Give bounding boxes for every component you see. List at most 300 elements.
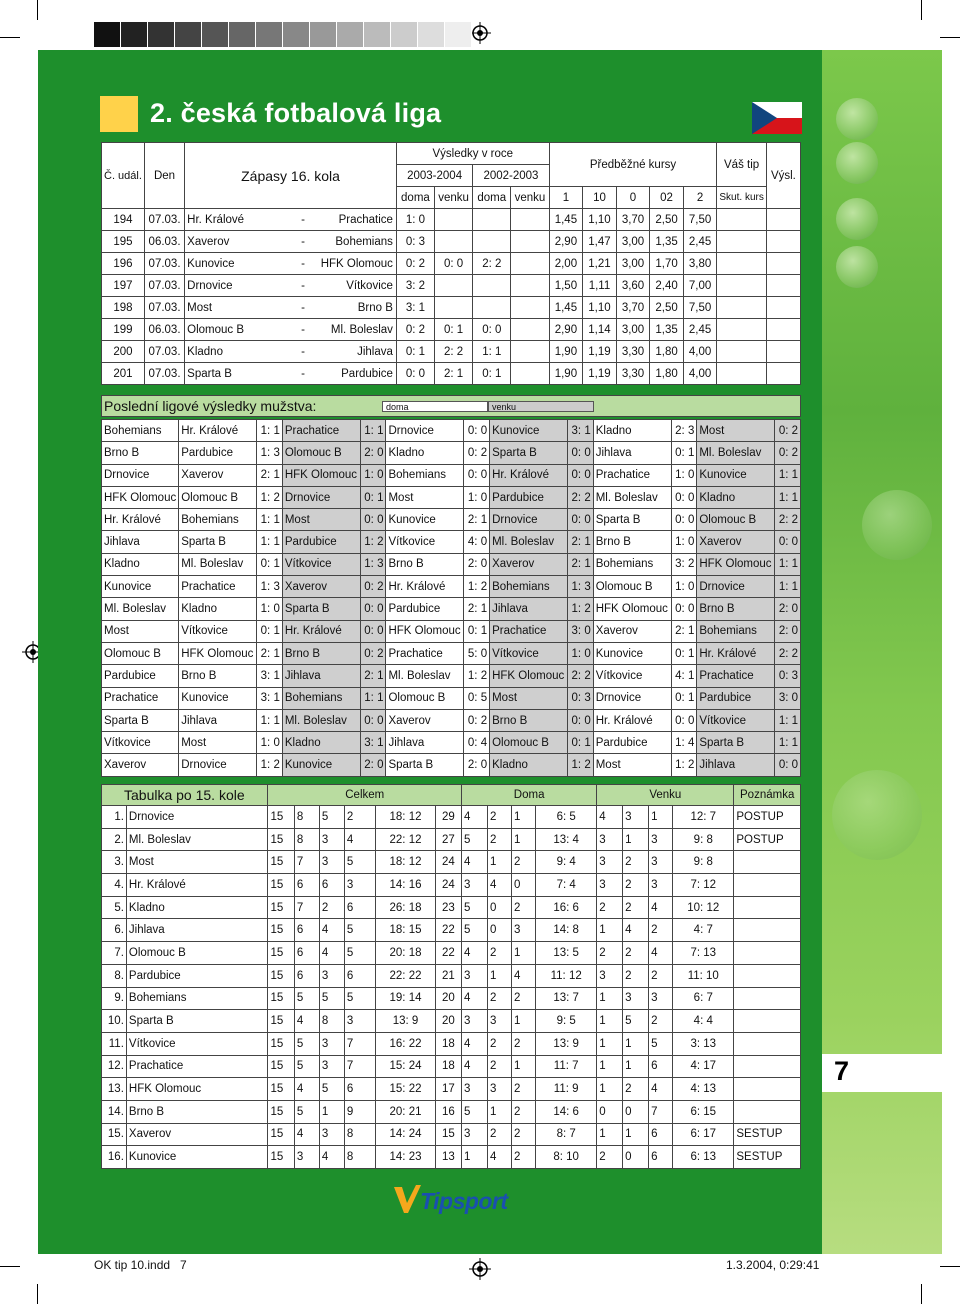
standings-cell: 15 [268,896,294,919]
fixture-r1a [434,231,472,253]
standings-cell: 6: 5 [536,806,597,829]
color-calibration-bar [94,22,472,47]
standings-row [102,1123,801,1146]
standings-row [102,851,801,874]
standings-cell: 2 [487,942,511,965]
recent-score: 0: 0 [567,442,593,464]
standings-cell: 3 [462,1010,488,1033]
recent-row [102,531,801,553]
recent-row [102,486,801,508]
recent-score: 2: 0 [464,754,490,776]
fixture-r1a [434,275,472,297]
footer-timestamp: 1.3.2004, 0:29:41 [726,1258,820,1272]
tip-cell [717,319,766,341]
standings-cell: 14. [102,1100,127,1123]
recent-team: Ml. Boleslav [102,598,179,620]
recent-opponent: Most [282,509,360,531]
recent-score: 0: 0 [671,709,697,731]
standings-cell: 1 [512,806,536,829]
recent-score: 1: 0 [671,576,697,598]
fixture-home: Drnovice [187,279,233,292]
recent-opponent: Vítkovice [490,642,568,664]
standings-cell: 1 [512,828,536,851]
standings-cell: 1 [512,1055,536,1078]
recent-row [102,553,801,575]
fixture-o02: 1,35 [650,319,684,341]
recent-score: 0: 4 [464,732,490,754]
recent-opponent: Ml. Boleslav [490,531,568,553]
recent-score: 1: 1 [360,687,386,709]
recent-score: 1: 1 [257,531,283,553]
recent-opponent: Kladno [282,732,360,754]
recent-opponent: Most [593,754,671,776]
standings-cell: 3 [649,828,673,851]
standings-cell: 18 [435,1055,461,1078]
fixture-r1a: 2: 2 [434,341,472,363]
col-header-home: doma [396,187,434,209]
recent-opponent: Bohemians [490,576,568,598]
fixture-match [185,319,397,341]
col-header-away: venku [434,187,472,209]
czech-flag-icon [752,102,802,134]
recent-row [102,598,801,620]
standings-cell: 1 [597,1032,623,1055]
recent-score: 1: 2 [360,531,386,553]
standings-cell: 16 [435,1100,461,1123]
fixture-match [185,341,397,363]
standings-row [102,942,801,965]
recent-row [102,420,801,442]
fixture-o1: 2,00 [549,253,583,275]
recent-team: Brno B [102,442,179,464]
standings-cell: 3 [462,1078,488,1101]
recent-score: 3: 0 [567,620,593,642]
recent-opponent: Kladno [697,486,775,508]
recent-score: 1: 3 [567,576,593,598]
standings-team: Most [126,851,268,874]
fixture-away: Prachatice [338,213,393,226]
standings-cell: 5 [462,896,488,919]
recent-score: 2: 1 [464,598,490,620]
standings-cell: 2 [649,964,673,987]
standings-cell: 2 [487,828,511,851]
standings-note [734,919,801,942]
crop-mark [0,1266,20,1267]
football-icon [836,142,878,184]
recent-opponent: Hr. Králové [179,420,257,442]
recent-opponent: Vítkovice [179,620,257,642]
standings-cell: 5. [102,896,127,919]
standings-cell: 7 [294,851,319,874]
recent-score: 1: 1 [257,509,283,531]
fixture-dash: - [301,279,305,292]
standings-cell: 15 [268,987,294,1010]
recent-opponent: Xaverov [386,709,464,731]
standings-cell: 4 [294,1078,319,1101]
football-icon [836,98,878,140]
fixture-r1a [434,297,472,319]
standings-cell: 5 [294,1100,319,1123]
page-number-box [822,1054,942,1092]
standings-cell: 4 [462,806,488,829]
result-cell [766,275,800,297]
recent-opponent: Jihlava [490,598,568,620]
standings-note [734,896,801,919]
recent-score: 1: 1 [257,420,283,442]
tip-cell [717,363,766,385]
recent-row [102,732,801,754]
standings-team: Xaverov [126,1123,268,1146]
crop-mark [940,37,960,38]
recent-score: 1: 1 [775,553,801,575]
standings-cell: 27 [435,828,461,851]
standings-cell: 4 [319,1146,344,1169]
recent-opponent: Kladno [179,598,257,620]
recent-opponent: Vítkovice [593,665,671,687]
standings-cell: 18: 12 [376,851,435,874]
fixture-date: 07.03. [144,363,184,385]
standings-cell: 6: 17 [673,1123,734,1146]
standings-cell: 4: 7 [673,919,734,942]
recent-row [102,642,801,664]
fixture-no: 194 [102,209,145,231]
standings-cell: 15: 24 [376,1055,435,1078]
recent-row [102,442,801,464]
fixture-o0: 3,30 [616,341,650,363]
fixture-o2: 7,50 [683,297,717,319]
recent-opponent: Most [697,420,775,442]
standings-cell: 13: 5 [536,942,597,965]
recent-opponent: Hr. Králové [282,620,360,642]
standings-cell: 1 [623,1055,649,1078]
standings-cell: 1 [597,1055,623,1078]
standings-cell: 5 [623,1010,649,1033]
recent-opponent: Sparta B [697,732,775,754]
fixture-r1a: 0: 1 [434,319,472,341]
standings-cell: 4: 17 [673,1055,734,1078]
recent-opponent: Sparta B [593,509,671,531]
standings-cell: 1 [487,964,511,987]
tipsport-logo-icon [392,1183,422,1215]
standings-cell: 2 [487,806,511,829]
standings-cell: 1 [623,1032,649,1055]
fixture-r2a [511,253,549,275]
fixture-o10: 1,19 [583,341,617,363]
col-header-away: Venku [597,785,734,806]
fixture-o02: 1,80 [650,363,684,385]
standings-cell: 15 [268,1100,294,1123]
fixture-no: 195 [102,231,145,253]
fixture-o02: 2,50 [650,297,684,319]
recent-opponent: Xaverov [282,576,360,598]
fixture-o0: 3,00 [616,253,650,275]
standings-cell: 8 [344,1146,376,1169]
fixture-r2h: 0: 0 [473,319,511,341]
standings-row [102,806,801,829]
recent-opponent: HFK Olomouc [593,598,671,620]
recent-score: 2: 2 [567,486,593,508]
fixture-match [185,275,397,297]
standings-cell: 0 [487,919,511,942]
standings-cell: 3 [597,964,623,987]
standings-cell: 3 [319,851,344,874]
standings-cell: 5 [294,987,319,1010]
footer-file: OK tip 10.indd 7 [94,1258,187,1272]
standings-cell: 4 [294,1123,319,1146]
standings-cell: 18 [435,1032,461,1055]
recent-opponent: Vítkovice [282,553,360,575]
recent-team: Pardubice [102,665,179,687]
fixture-match [185,209,397,231]
fixture-home: Sparta B [187,367,232,380]
page-title: 2. česká fotbalová liga [150,98,442,128]
fixture-date: 06.03. [144,231,184,253]
fixture-row [102,363,801,385]
standings-cell: 15 [268,1123,294,1146]
standings-cell: 11. [102,1032,127,1055]
standings-cell: 4 [462,942,488,965]
crop-mark [0,37,20,38]
standings-cell: 15 [268,964,294,987]
tip-cell [717,209,766,231]
recent-opponent: Brno B [386,553,464,575]
recent-opponent: Brno B [593,531,671,553]
fixture-o0: 3,60 [616,275,650,297]
recent-score: 1: 0 [257,598,283,620]
standings-cell: 8 [294,828,319,851]
fixture-home: Xaverov [187,235,230,248]
recent-opponent: Jihlava [282,665,360,687]
fixture-date: 06.03. [144,319,184,341]
fixture-r1h: 0: 0 [396,363,434,385]
standings-cell: 2 [512,896,536,919]
standings-cell: 14: 24 [376,1123,435,1146]
standings-team: Brno B [126,1100,268,1123]
recent-score: 1: 1 [257,709,283,731]
standings-row [102,1146,801,1169]
standings-cell: 2 [623,851,649,874]
standings-cell: 1 [597,1123,623,1146]
recent-score: 0: 1 [567,732,593,754]
recent-team: HFK Olomouc [102,486,179,508]
recent-score: 0: 3 [567,687,593,709]
fixture-away: Pardubice [341,367,393,380]
fixture-home: Kladno [187,345,223,358]
standings-cell: 4 [319,942,344,965]
standings-cell: 2 [512,851,536,874]
recent-score: 1: 2 [464,665,490,687]
recent-opponent: Xaverov [179,464,257,486]
recent-score: 1: 3 [257,442,283,464]
standings-cell: 4 [487,874,511,897]
standings-cell: 16: 6 [536,896,597,919]
col-header-odds-2: 2 [683,187,717,209]
fixture-match [185,253,397,275]
recent-score: 1: 0 [360,464,386,486]
recent-opponent: Prachatice [179,576,257,598]
recent-team: Bohemians [102,420,179,442]
standings-cell: 3 [512,919,536,942]
standings-cell: 5 [462,919,488,942]
result-cell [766,297,800,319]
recent-score: 0: 1 [671,687,697,709]
fixture-o2: 3,80 [683,253,717,275]
recent-results-table [101,419,801,777]
col-header-home: doma [473,187,511,209]
recent-opponent: Vítkovice [386,531,464,553]
standings-cell: 5 [344,919,376,942]
standings-cell: 1 [649,806,673,829]
fixture-o0: 3,70 [616,297,650,319]
recent-opponent: Pardubice [490,486,568,508]
recent-score: 0: 0 [464,420,490,442]
recent-score: 2: 0 [360,442,386,464]
recent-score: 1: 4 [671,732,697,754]
standings-cell: 2 [487,987,511,1010]
fixture-o0: 3,00 [616,231,650,253]
standings-team: Hr. Králové [126,874,268,897]
tip-cell [717,231,766,253]
standings-cell: 15 [268,851,294,874]
fixture-o2: 7,00 [683,275,717,297]
recent-opponent: Bohemians [697,620,775,642]
fixture-o2: 4,00 [683,341,717,363]
standings-cell: 4 [462,851,488,874]
recent-score: 2: 1 [567,553,593,575]
standings-cell: 9 [344,1100,376,1123]
recent-opponent: Olomouc B [386,687,464,709]
fixture-r1h: 3: 2 [396,275,434,297]
recent-opponent: Prachatice [282,420,360,442]
fixture-o1: 2,90 [549,319,583,341]
recent-opponent: Ml. Boleslav [179,553,257,575]
standings-cell: 8 [294,806,319,829]
standings-cell: 2 [623,874,649,897]
fixture-home: Kunovice [187,257,235,270]
recent-score: 2: 1 [464,509,490,531]
recent-score: 4: 0 [464,531,490,553]
standings-cell: 15 [268,942,294,965]
recent-score: 0: 0 [360,598,386,620]
recent-score: 3: 1 [567,420,593,442]
standings-cell: 3 [623,987,649,1010]
fixture-row [102,341,801,363]
standings-cell: 5 [462,1100,488,1123]
fixture-r1a: 2: 1 [434,363,472,385]
recent-score: 0: 0 [360,509,386,531]
fixture-date: 07.03. [144,275,184,297]
standings-note: SESTUP [734,1146,801,1169]
standings-cell: 5 [344,851,376,874]
recent-score: 1: 3 [257,576,283,598]
recent-opponent: Hr. Králové [697,642,775,664]
standings-cell: 15: 22 [376,1078,435,1101]
recent-opponent: Sparta B [179,531,257,553]
col-header-odds-0: 0 [616,187,650,209]
standings-cell: 3 [487,1078,511,1101]
standings-cell: 11: 7 [536,1055,597,1078]
crop-mark [921,0,922,20]
standings-cell: 15 [268,874,294,897]
recent-score: 3: 1 [257,687,283,709]
standings-cell: 2 [487,1123,511,1146]
standings-cell: 22 [435,942,461,965]
football-icon [836,198,878,240]
fixture-row [102,253,801,275]
fixture-o2: 2,45 [683,231,717,253]
recent-score: 2: 1 [257,464,283,486]
standings-cell: 8: 7 [536,1123,597,1146]
standings-row [102,1055,801,1078]
standings-cell: 2 [344,806,376,829]
standings-cell: 1 [487,851,511,874]
standings-cell: 1 [623,828,649,851]
standings-cell: 7: 13 [673,942,734,965]
standings-row [102,1078,801,1101]
standings-title: Tabulka po 15. kole [102,785,268,806]
standings-team: Prachatice [126,1055,268,1078]
standings-cell: 13 [435,1146,461,1169]
recent-opponent: Bohemians [386,464,464,486]
fixture-o0: 3,70 [616,209,650,231]
standings-cell: 5 [294,1032,319,1055]
recent-opponent: Jihlava [386,732,464,754]
recent-opponent: Brno B [179,665,257,687]
fixture-r2a [511,319,549,341]
fixture-home: Olomouc B [187,323,245,336]
standings-team: Sparta B [126,1010,268,1033]
fixture-r2h: 0: 1 [473,363,511,385]
fixture-o02: 1,80 [650,341,684,363]
fixture-o10: 1,11 [583,275,617,297]
standings-row [102,1100,801,1123]
recent-score: 1: 1 [775,464,801,486]
recent-opponent: Prachatice [490,620,568,642]
standings-cell: 9: 8 [673,828,734,851]
fixture-match [185,297,397,319]
recent-score: 0: 0 [671,486,697,508]
standings-cell: 5 [462,828,488,851]
standings-cell: 2 [597,1146,623,1169]
standings-cell: 29 [435,806,461,829]
standings-cell: 3 [319,1123,344,1146]
tip-cell [717,341,766,363]
standings-cell: 3 [462,1123,488,1146]
recent-team: Sparta B [102,709,179,731]
recent-team: Kunovice [102,576,179,598]
recent-score: 3: 1 [257,665,283,687]
fixture-row [102,275,801,297]
standings-cell: 7: 12 [673,874,734,897]
crop-mark [37,0,38,20]
standings-cell: 2 [597,896,623,919]
recent-opponent: Bohemians [179,509,257,531]
standings-cell: 4 [462,987,488,1010]
standings-note [734,851,801,874]
standings-cell: 3 [319,1055,344,1078]
result-cell [766,231,800,253]
fixture-o10: 1,14 [583,319,617,341]
standings-cell: 1 [597,987,623,1010]
crop-mark [37,1284,38,1304]
standings-team: Vítkovice [126,1032,268,1055]
recent-opponent: Drnovice [282,486,360,508]
standings-cell: 0 [512,874,536,897]
recent-opponent: Kunovice [179,687,257,709]
fixture-away: Ml. Boleslav [330,323,393,336]
fixture-o1: 1,90 [549,363,583,385]
standings-cell: 11: 9 [536,1078,597,1101]
